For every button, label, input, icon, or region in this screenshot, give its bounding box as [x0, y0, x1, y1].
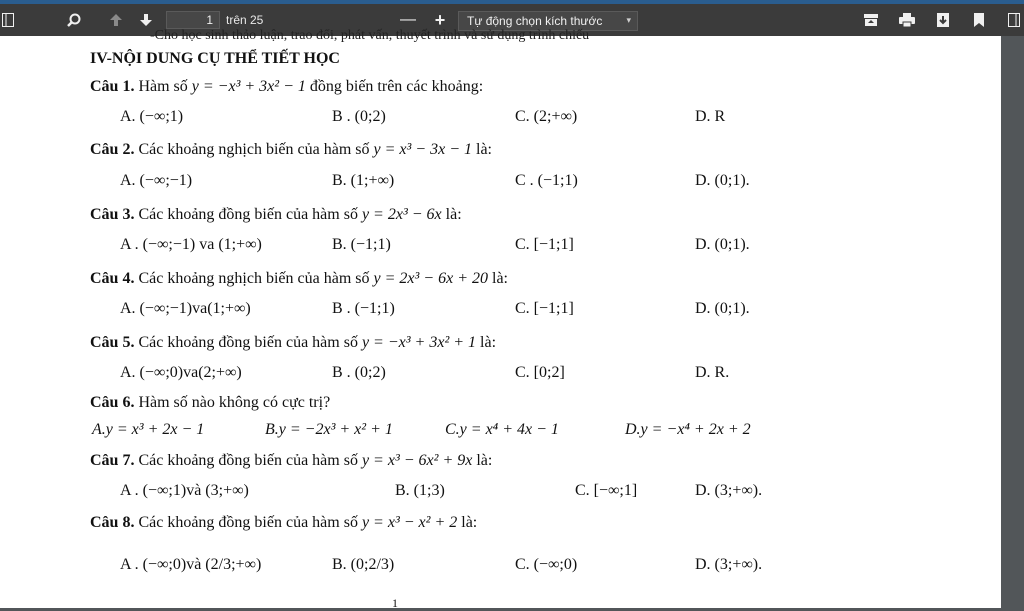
- sidebar-toggle-icon[interactable]: [0, 4, 16, 36]
- zoom-out-button[interactable]: —: [400, 11, 416, 28]
- question-tail: là:: [476, 452, 493, 469]
- option-a: A. (−∞;−1)va(1;+∞): [120, 300, 251, 317]
- option-d: D. (0;1).: [695, 300, 750, 317]
- question-text: Các khoảng đồng biến của hàm số: [138, 334, 358, 351]
- option-d: D. (3;+∞).: [695, 556, 763, 573]
- cut-off-text-line: -Cho học sinh thảo luận, trao đổi, phát vấn, thuyết trình và sử dụng trình chiếu: [150, 28, 590, 43]
- question-expression: y = x³ − 3x − 1: [373, 141, 472, 158]
- option-b: B. (1;+∞): [332, 172, 395, 189]
- option-d: D. R: [695, 108, 726, 125]
- scale-select-value: Tự động chọn kích thước: [467, 14, 603, 28]
- option-b: B. (−1;1): [332, 236, 391, 253]
- question-text: Hàm số nào không có cực trị?: [138, 394, 331, 411]
- question-tail: là:: [480, 334, 497, 351]
- question-label: Câu 3.: [90, 206, 135, 223]
- option-a: A. (−∞;−1): [120, 172, 193, 189]
- section-heading: IV-NỘI DUNG CỤ THỂ TIẾT HỌC: [90, 50, 340, 67]
- question-expression: y = −x³ + 3x² − 1: [191, 78, 306, 95]
- option-c: C . (−1;1): [515, 172, 578, 189]
- option-c: C. [−1;1]: [515, 236, 574, 253]
- question-text: Các khoảng đồng biến của hàm số: [138, 452, 358, 469]
- question-label: Câu 7.: [90, 452, 135, 469]
- question-8: [90, 514, 477, 532]
- option-d: D.y = −x⁴ + 2x + 2: [625, 421, 751, 438]
- option-d: D. R.: [695, 364, 730, 381]
- option-b: B . (0;2): [332, 364, 386, 381]
- option-c: C. (−∞;0): [515, 556, 578, 573]
- question-expression: y = x³ − 6x² + 9x: [361, 452, 473, 469]
- question-expression: y = 2x³ − 6x + 20: [373, 270, 488, 287]
- option-a: A. (−∞;0)va(2;+∞): [120, 364, 242, 381]
- question-2: [90, 141, 492, 159]
- option-a: A . (−∞;0)và (2/3;+∞): [120, 556, 262, 573]
- chevron-down-icon: ▾: [626, 15, 631, 25]
- question-5: [90, 334, 496, 352]
- option-c: C. [−1;1]: [515, 300, 574, 317]
- question-label: Câu 4.: [90, 270, 135, 287]
- option-b: B . (−1;1): [332, 300, 395, 317]
- question-text: Các khoảng đồng biến của hàm số: [138, 206, 358, 223]
- page-number-input[interactable]: 1: [166, 11, 220, 29]
- option-a: A. (−∞;1): [120, 108, 184, 125]
- bookmark-icon[interactable]: [968, 4, 990, 36]
- option-b: B. (1;3): [395, 482, 445, 499]
- question-label: Câu 8.: [90, 514, 135, 531]
- option-c: C. [−∞;1]: [575, 482, 638, 499]
- option-a: A.y = x³ + 2x − 1: [92, 421, 205, 438]
- question-text: Các khoảng đồng biến của hàm số: [138, 514, 358, 531]
- print-icon[interactable]: [896, 4, 918, 36]
- question-label: Câu 1.: [90, 78, 135, 95]
- question-expression: y = −x³ + 3x² + 1: [361, 334, 477, 351]
- question-4: [90, 270, 508, 288]
- more-tools-icon[interactable]: [1004, 4, 1024, 36]
- question-6: [90, 394, 330, 412]
- question-3: [90, 206, 462, 224]
- download-icon[interactable]: [932, 4, 954, 36]
- question-tail: là:: [492, 270, 508, 287]
- question-1: [90, 78, 483, 96]
- option-b: B.y = −2x³ + x² + 1: [265, 421, 393, 438]
- question-label: Câu 2.: [90, 141, 135, 158]
- option-c: C.y = x⁴ + 4x − 1: [445, 421, 559, 438]
- question-text: Các khoảng nghịch biến của hàm số: [138, 141, 370, 158]
- question-tail: là:: [461, 514, 478, 531]
- question-label: Câu 5.: [90, 334, 135, 351]
- question-tail: là:: [445, 206, 462, 223]
- option-a: A . (−∞;−1) va (1;+∞): [120, 236, 262, 253]
- question-expression: y = 2x³ − 6x: [361, 206, 442, 223]
- question-text: Hàm số: [138, 78, 188, 95]
- question-tail: là:: [476, 141, 492, 158]
- question-text: Các khoảng nghịch biến của hàm số: [138, 270, 370, 287]
- presentation-mode-icon[interactable]: [860, 4, 882, 36]
- option-d: D. (0;1).: [695, 172, 750, 189]
- page-count-label: trên 25: [226, 13, 264, 27]
- search-icon[interactable]: [62, 4, 86, 36]
- option-c: C. [0;2]: [515, 364, 565, 381]
- option-b: B. (0;2/3): [332, 556, 395, 573]
- option-c: C. (2;+∞): [515, 108, 578, 125]
- zoom-in-button[interactable]: +: [434, 9, 446, 30]
- question-tail: đồng biến trên các khoảng:: [309, 78, 484, 95]
- option-b: B . (0;2): [332, 108, 386, 125]
- page-footer-number: 1: [392, 596, 398, 610]
- question-label: Câu 6.: [90, 394, 135, 411]
- option-d: D. (3;+∞).: [695, 482, 763, 499]
- question-expression: y = x³ − x² + 2: [361, 514, 458, 531]
- viewer-right-gutter: [1001, 36, 1024, 608]
- question-7: [90, 452, 492, 470]
- pdf-page: [0, 28, 1001, 610]
- previous-page-icon[interactable]: [104, 4, 128, 36]
- option-d: D. (0;1).: [695, 236, 750, 253]
- option-a: A . (−∞;1)và (3;+∞): [120, 482, 249, 499]
